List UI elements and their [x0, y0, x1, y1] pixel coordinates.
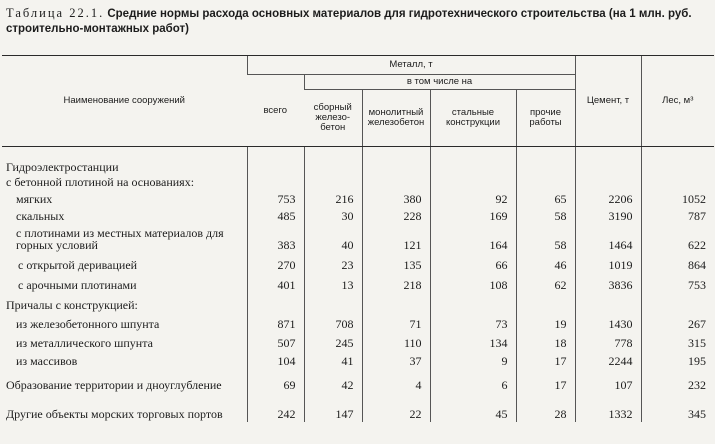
cell-value: [304, 175, 362, 190]
cell-value: 17: [516, 351, 575, 369]
cell-value: [304, 151, 362, 175]
cell-value: 778: [575, 332, 641, 351]
cell-value: [430, 175, 516, 190]
cell-value: 6: [430, 369, 516, 393]
row-name: с арочными плотинами: [18, 278, 137, 292]
row-name: Причалы с конструкцией:: [6, 298, 138, 312]
cell-value: 1464: [575, 224, 641, 253]
cell-value: 62: [516, 273, 575, 293]
cell-value: 17: [516, 369, 575, 393]
cell-value: [430, 293, 516, 313]
cell-value: 164: [430, 224, 516, 253]
cell-value: 1019: [575, 253, 641, 273]
table-row: [2, 207, 714, 224]
table-caption: [6, 6, 711, 36]
cell-value: 218: [362, 273, 430, 293]
header-cement: Цемент, т: [575, 56, 641, 147]
header-other: прочие работы: [516, 90, 575, 147]
cell-value: 401: [247, 273, 304, 293]
cell-value: 66: [430, 253, 516, 273]
cell-value: 19: [516, 313, 575, 332]
cell-value: 108: [430, 273, 516, 293]
cell-value: 22: [362, 393, 430, 422]
cell-value: [516, 293, 575, 313]
cell-value: 9: [430, 351, 516, 369]
cell-value: 871: [247, 313, 304, 332]
cell-value: 708: [304, 313, 362, 332]
cell-value: [641, 151, 714, 175]
cell-value: [575, 293, 641, 313]
table-row: [2, 253, 714, 273]
cell-value: 787: [641, 207, 714, 224]
cell-value: 121: [362, 224, 430, 253]
cell-value: 228: [362, 207, 430, 224]
cell-value: 315: [641, 332, 714, 351]
table-row: [2, 313, 714, 332]
table-row: [2, 393, 714, 422]
row-name: мягких: [16, 192, 53, 206]
cell-value: 46: [516, 253, 575, 273]
cell-value: 622: [641, 224, 714, 253]
cell-value: 242: [247, 393, 304, 422]
cell-value: [304, 293, 362, 313]
header-precast: сборный железо-бетон: [304, 90, 362, 147]
cell-value: 270: [247, 253, 304, 273]
table-row: [2, 293, 714, 313]
cell-value: 2244: [575, 351, 641, 369]
header-steel: стальные конструкции: [430, 90, 516, 147]
cell-value: 110: [362, 332, 430, 351]
header-metal: Металл, т: [247, 56, 575, 75]
cell-value: 232: [641, 369, 714, 393]
cell-value: 485: [247, 207, 304, 224]
cell-value: 69: [247, 369, 304, 393]
table-row: [2, 224, 714, 253]
cell-value: 134: [430, 332, 516, 351]
cell-value: [575, 151, 641, 175]
cell-value: 345: [641, 393, 714, 422]
table-row: [2, 190, 714, 207]
cell-value: 2206: [575, 190, 641, 207]
materials-table: [2, 55, 714, 422]
row-name: с плотинами из местных материалов для горных условий: [16, 226, 224, 252]
table-row: [2, 151, 714, 175]
cell-value: 104: [247, 351, 304, 369]
cell-value: 380: [362, 190, 430, 207]
header-monolith: монолитный железобетон: [362, 90, 430, 147]
table-row: [2, 351, 714, 369]
header-name: Наименование сооружений: [2, 56, 247, 147]
cell-value: 753: [641, 273, 714, 293]
cell-value: 40: [304, 224, 362, 253]
cell-value: 71: [362, 313, 430, 332]
cell-value: 267: [641, 313, 714, 332]
cell-value: 73: [430, 313, 516, 332]
cell-value: 1052: [641, 190, 714, 207]
cell-value: 216: [304, 190, 362, 207]
cell-value: 383: [247, 224, 304, 253]
cell-value: 507: [247, 332, 304, 351]
cell-value: [641, 293, 714, 313]
row-name: из металлического шпунта: [16, 336, 153, 350]
cell-value: [516, 151, 575, 175]
cell-value: 58: [516, 224, 575, 253]
cell-value: 4: [362, 369, 430, 393]
cell-value: 58: [516, 207, 575, 224]
row-name: из железобетонного шпунта: [16, 317, 160, 331]
row-name: Образование территории и дноуглубление: [6, 378, 222, 392]
cell-value: [362, 175, 430, 190]
cell-value: [247, 151, 304, 175]
table-number: Таблица 22.1.: [6, 6, 105, 20]
cell-value: 195: [641, 351, 714, 369]
row-name: Другие объекты морских торговых портов: [6, 407, 223, 421]
cell-value: [430, 151, 516, 175]
table-row: [2, 175, 714, 190]
table-row: [2, 332, 714, 351]
header-in-total: в том числе на: [304, 75, 575, 90]
cell-value: 45: [430, 393, 516, 422]
cell-value: [247, 293, 304, 313]
cell-value: [641, 175, 714, 190]
cell-value: [575, 175, 641, 190]
cell-value: 41: [304, 351, 362, 369]
cell-value: 18: [516, 332, 575, 351]
cell-value: 13: [304, 273, 362, 293]
cell-value: 107: [575, 369, 641, 393]
cell-value: 753: [247, 190, 304, 207]
cell-value: [362, 151, 430, 175]
cell-value: 245: [304, 332, 362, 351]
row-name: с бетонной плотиной на основаниях:: [6, 175, 195, 189]
row-name: Гидроэлектростанции: [6, 160, 119, 174]
cell-value: 37: [362, 351, 430, 369]
cell-value: 1332: [575, 393, 641, 422]
cell-value: 28: [516, 393, 575, 422]
table-row: [2, 369, 714, 393]
header-total: всего: [247, 75, 304, 147]
cell-value: 23: [304, 253, 362, 273]
cell-value: [247, 175, 304, 190]
cell-value: 92: [430, 190, 516, 207]
cell-value: 30: [304, 207, 362, 224]
table-row: [2, 273, 714, 293]
cell-value: 1430: [575, 313, 641, 332]
cell-value: [362, 293, 430, 313]
cell-value: 147: [304, 393, 362, 422]
row-name: с открытой деривацией: [18, 258, 138, 272]
cell-value: 42: [304, 369, 362, 393]
cell-value: 169: [430, 207, 516, 224]
cell-value: 65: [516, 190, 575, 207]
cell-value: 3190: [575, 207, 641, 224]
cell-value: 135: [362, 253, 430, 273]
cell-value: 864: [641, 253, 714, 273]
row-name: из массивов: [16, 354, 78, 368]
row-name: скальных: [16, 209, 65, 223]
cell-value: 3836: [575, 273, 641, 293]
table-title: Средние нормы расхода основных материалов для гидротехнического строительства (на 1 млн. руб. строительно-монтажных работ): [6, 8, 692, 35]
header-timber: Лес, м³: [641, 56, 714, 147]
cell-value: [516, 175, 575, 190]
